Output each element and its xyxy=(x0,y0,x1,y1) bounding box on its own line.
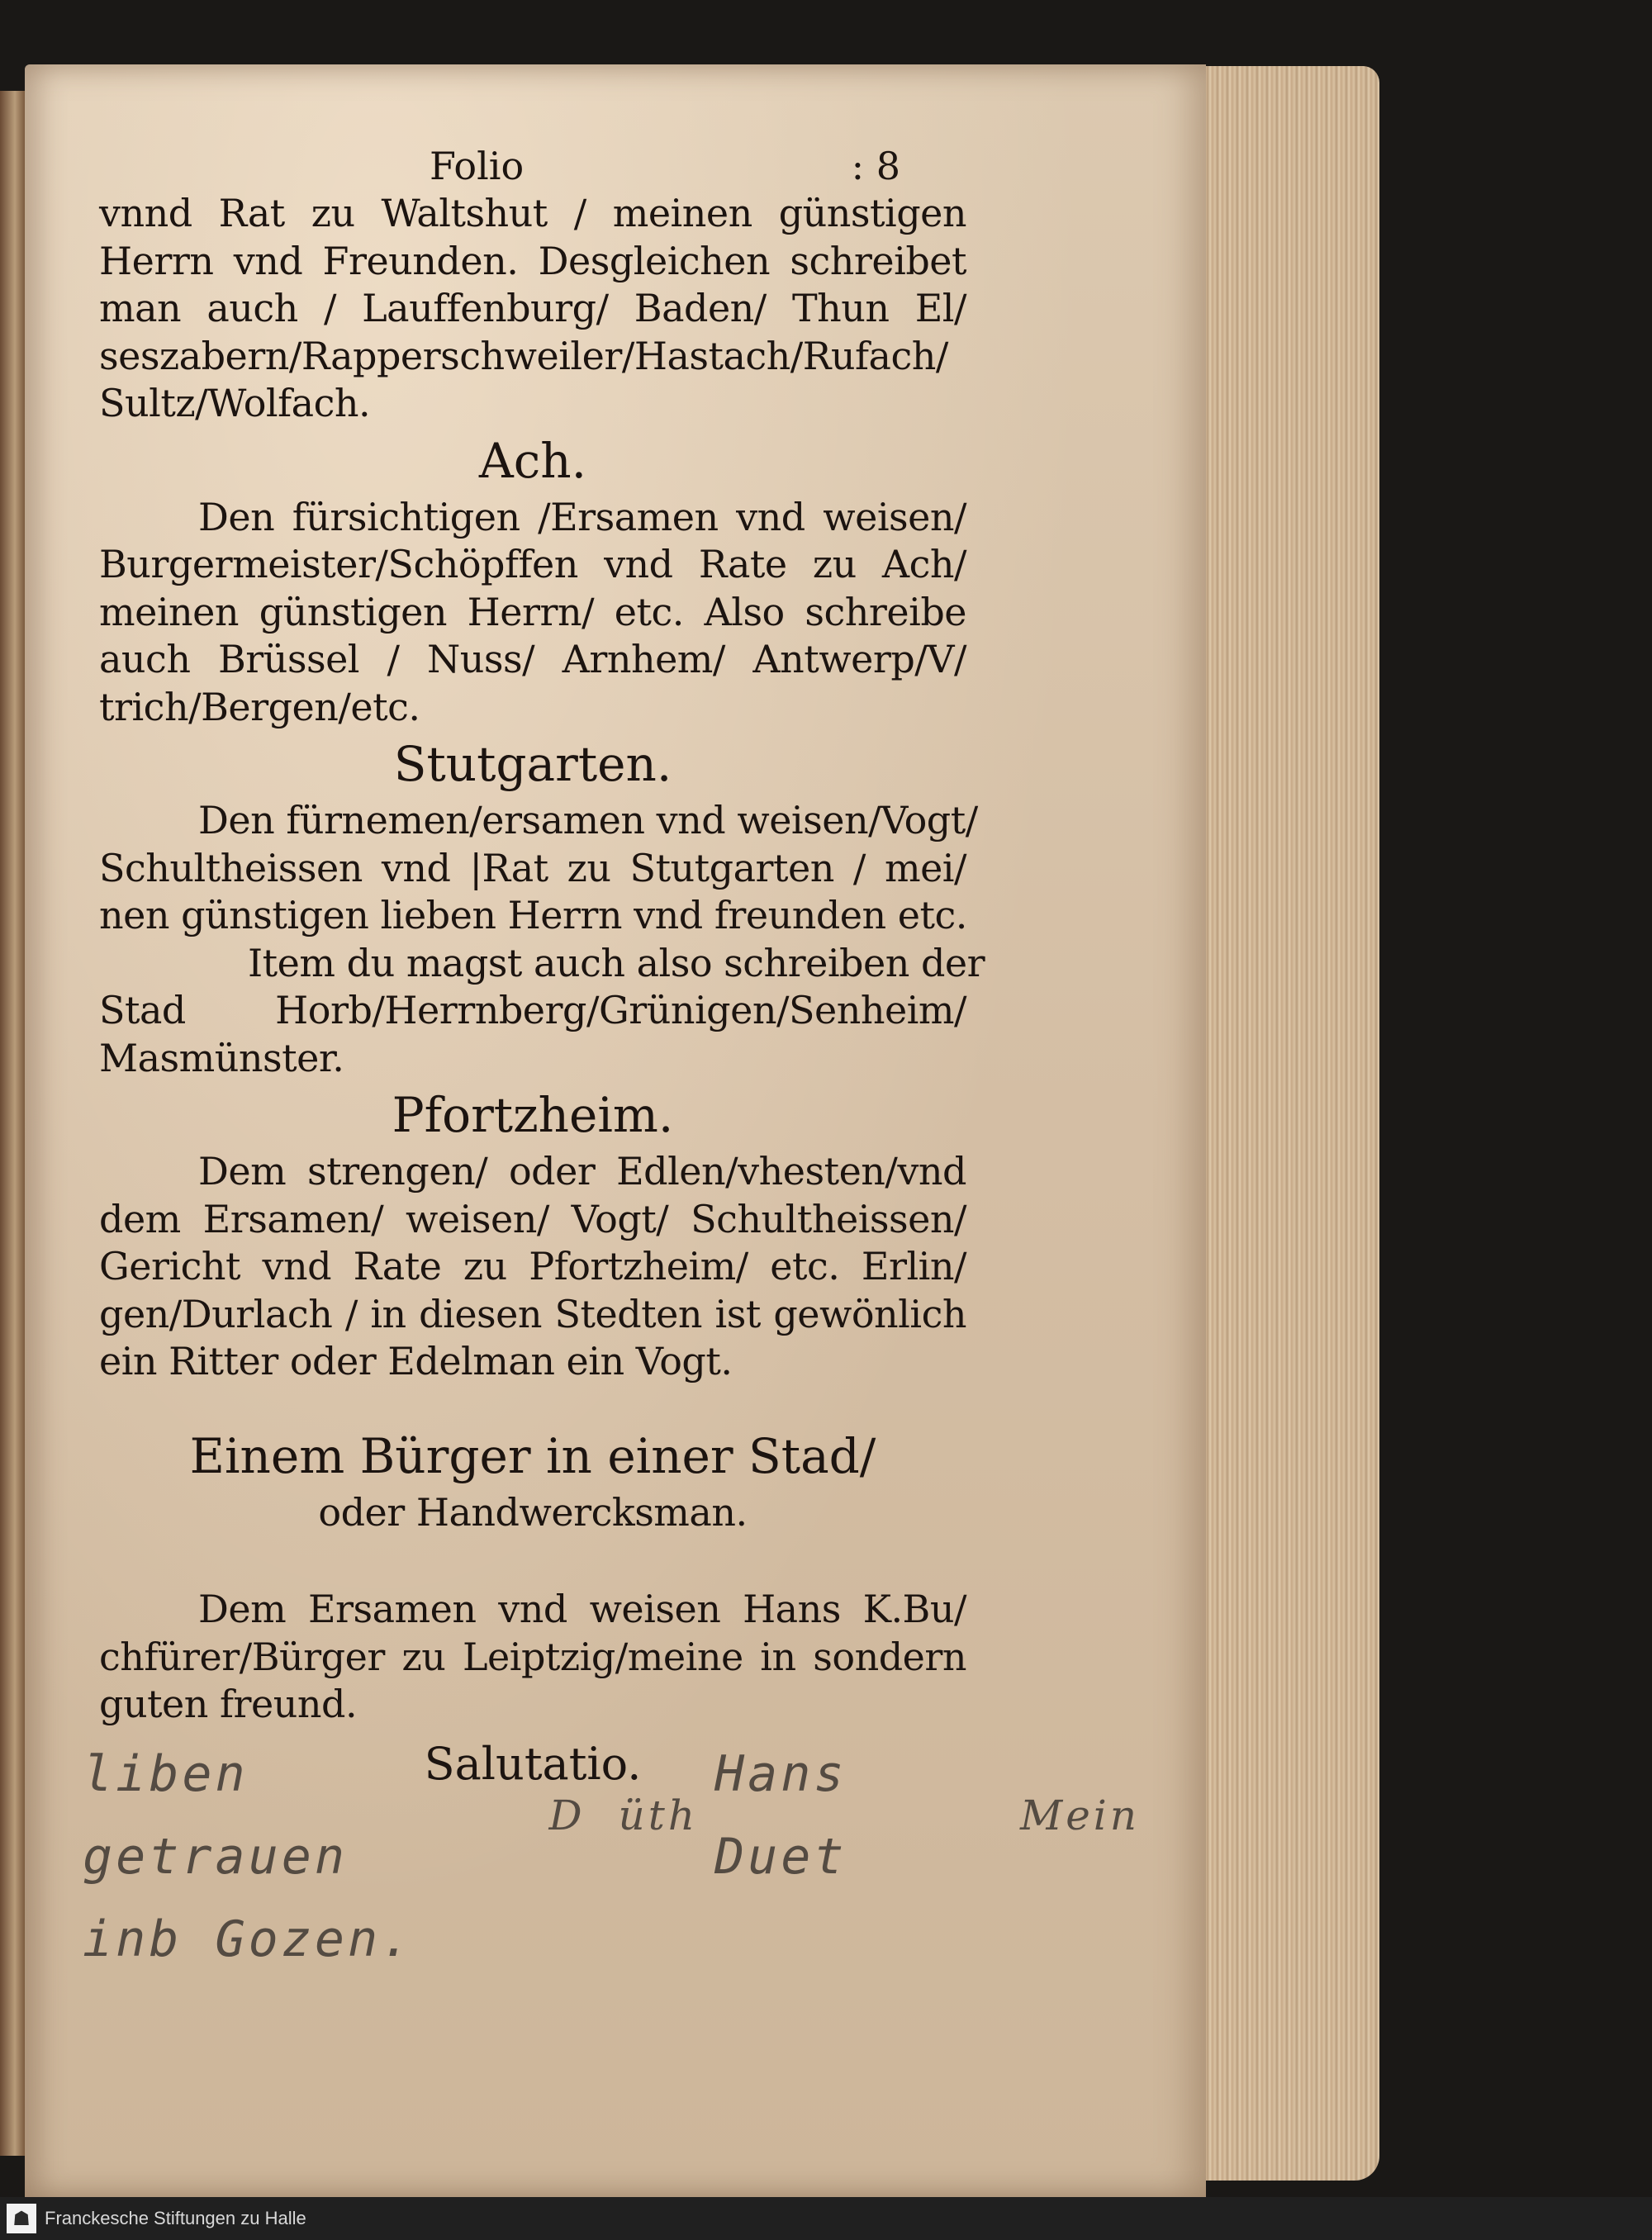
heading-ach: Ach. xyxy=(478,432,587,489)
left-page-edge xyxy=(0,91,25,2156)
handwriting-text: D xyxy=(548,1792,586,1839)
text-line: seszabern/Rapperschweiler/Hastach/Rufach/ xyxy=(99,333,948,378)
text-line: Herrn vnd Freunden. Desgleichen schreibet xyxy=(99,238,966,283)
text-line: chfürer/Bürger zu Leiptzig/meine in sondern xyxy=(99,1634,966,1679)
handwriting-text: üth xyxy=(618,1792,699,1839)
text-line: dem Ersamen/ weisen/ Vogt/ Schultheissen/ xyxy=(99,1196,966,1241)
heading-pfortzheim: Pfortzheim. xyxy=(392,1087,674,1143)
left-edge-marks xyxy=(2,1644,11,1701)
text-line: Gericht vnd Rate zu Pfortzheim/ etc. Erlin/ xyxy=(99,1244,966,1288)
viewer-footer xyxy=(0,2197,1652,2240)
text-line: Den fürsichtigen /Ersamen vnd weisen/ xyxy=(198,494,966,539)
folio-label: Folio xyxy=(430,144,525,188)
handwriting-text: Hans Duet xyxy=(714,1745,847,1886)
text-line: auch Brüssel / Nuss/ Arnhem/ Antwerp/V/ xyxy=(99,637,966,681)
text-line: Masmünster. xyxy=(99,1035,344,1080)
text-line: Dem Ersamen vnd weisen Hans K.Bu/ xyxy=(198,1587,966,1631)
printed-text xyxy=(99,143,985,1792)
spacer xyxy=(99,1536,966,1586)
institution-logo-icon: ☗ xyxy=(7,2204,36,2233)
heading-salutatio: Salutatio. xyxy=(424,1737,642,1790)
text-line: Item du magst auch also schreiben der xyxy=(248,940,985,985)
heading-stutgarten: Stutgarten. xyxy=(393,736,672,792)
text-line: guten freund. xyxy=(99,1682,358,1726)
handwriting-text: liben getrauen xyxy=(83,1745,348,1886)
text-line: Den fürnemen/ersamen vnd weisen/Vogt/ xyxy=(198,798,978,842)
handwriting-line xyxy=(83,1733,1156,1898)
handwriting-line: inb Gozen. xyxy=(83,1910,415,1968)
handwritten-annotation xyxy=(83,1733,1156,1981)
heading-buerger-line2: oder Handwercksman. xyxy=(318,1489,748,1535)
text-line: meinen günstigen Herrn/ etc. Also schreibe xyxy=(99,589,966,634)
printed-fragment: Mein xyxy=(1020,1792,1140,1839)
spacer xyxy=(99,1386,966,1423)
text-line: Dem strengen/ oder Edlen/vhesten/vnd xyxy=(198,1149,966,1194)
text-line: trich/Bergen/etc. xyxy=(99,684,420,729)
page xyxy=(25,64,1206,2197)
text-line: man auch / Lauffenburg/ Baden/ Thun El/ xyxy=(99,286,966,330)
text-line: gen/Durlach / in diesen Stedten ist gewönlich xyxy=(99,1291,966,1336)
footer-label: Franckesche Stiftungen zu Halle xyxy=(45,2208,306,2228)
page-number: : 8 xyxy=(851,144,900,188)
text-line: ein Ritter oder Edelman ein Vogt. xyxy=(99,1339,733,1383)
text-line: Schultheissen vnd |Rat zu Stutgarten / mei/ xyxy=(99,845,966,890)
text-line: nen günstigen lieben Herrn vnd freunden etc. xyxy=(99,893,967,937)
running-header xyxy=(99,143,900,190)
text-line: vnnd Rat zu Waltshut / meinen günstigen xyxy=(99,191,966,235)
text-line: Sultz/Wolfach. xyxy=(99,381,371,425)
text-line: Stad Horb/Herrnberg/Grünigen/Senheim/ xyxy=(99,988,966,1032)
heading-buerger: Einem Bürger in einer Stad/ xyxy=(189,1427,876,1484)
text-line: Burgermeister/Schöpffen vnd Rate zu Ach/ xyxy=(99,542,966,586)
